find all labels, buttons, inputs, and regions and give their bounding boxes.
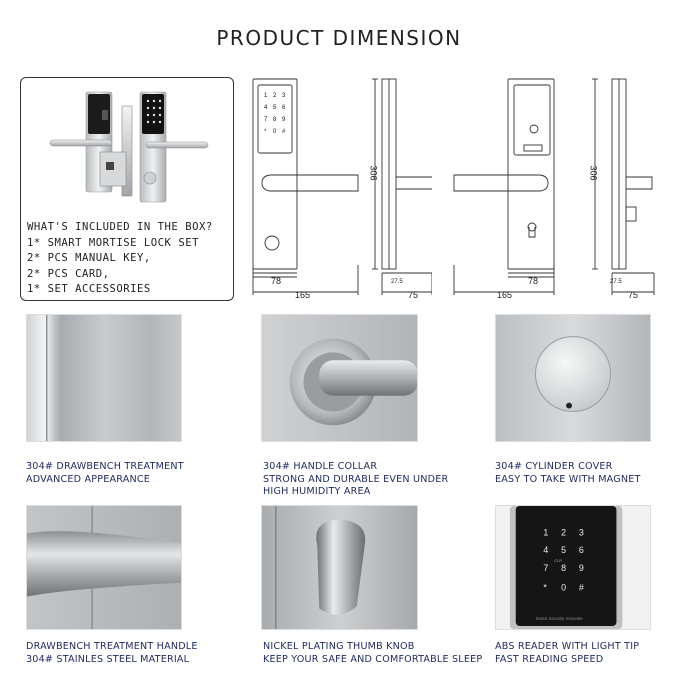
reader-key: 4	[543, 545, 549, 556]
drawbench-panel-photo	[26, 314, 182, 442]
box-line: 1* SMART MORTISE LOCK SET	[27, 236, 199, 249]
back-side-depth-label: 75	[628, 290, 639, 300]
lever-handle-photo	[26, 505, 182, 630]
box-line: 2* PCS MANUAL KEY,	[27, 252, 151, 264]
front-side-drawing	[372, 77, 432, 302]
cylinder-cover-photo	[495, 314, 651, 442]
keypad-key: *	[264, 129, 267, 135]
box-line: 2* PCS CARD,	[27, 267, 110, 280]
box-contents-list	[27, 220, 213, 298]
side-depth-label: 75	[408, 290, 419, 300]
caption-line: NICKEL PLATING THUMB KNOB	[263, 641, 415, 652]
feature-caption	[263, 641, 482, 666]
thumb-knob-photo	[261, 505, 418, 630]
caption-line: 304# STAINLES STEEL MATERIAL	[26, 653, 190, 665]
caption-line: 304# DRAWBENCH TREATMENT	[26, 461, 184, 472]
caption-line: 304# CYLINDER COVER	[495, 461, 613, 472]
keypad-key: 5	[273, 105, 277, 111]
page-title: PRODUCT DIMENSION	[216, 26, 462, 50]
keypad-key: 2	[273, 93, 277, 99]
keypad-key: 9	[282, 117, 286, 123]
feature-caption	[26, 641, 198, 666]
reader-brand-text: Smart Security Innovate	[535, 616, 583, 622]
reader-key: 9	[578, 562, 584, 573]
front-width-label: 78	[271, 276, 282, 286]
reader-key: 6	[578, 545, 584, 556]
abs-reader-photo	[495, 505, 651, 630]
caption-line: STRONG AND DURABLE EVEN UNDER	[263, 473, 449, 485]
feature-caption	[263, 461, 448, 499]
back-height-label: 306	[588, 165, 599, 181]
back-side-small-label: 27.5	[610, 279, 622, 285]
keypad-key: 0	[273, 129, 277, 135]
caption-line: 304# HANDLE COLLAR	[263, 461, 378, 472]
keypad-key: 6	[282, 105, 286, 111]
box-contents-panel	[20, 77, 234, 301]
feature-caption	[495, 461, 641, 486]
lock-set-photo	[46, 86, 211, 206]
back-view-drawing	[452, 77, 572, 302]
reader-key: #	[578, 582, 584, 593]
caption-line: KEEP YOUR SAFE AND COMFORTABLE SLEEP	[263, 653, 483, 665]
caption-line: FAST READING SPEED	[495, 653, 604, 665]
side-small-label: 27.5	[391, 279, 403, 285]
overall-width-label: 165	[295, 290, 311, 300]
box-line: WHAT'S INCLUDED IN THE BOX?	[27, 221, 213, 233]
reader-key: *	[543, 582, 547, 593]
caption-line: ABS READER WITH LIGHT TIP	[495, 641, 640, 652]
reader-clr-label: CLR	[554, 558, 563, 564]
caption-line: ADVANCED APPEARANCE	[26, 473, 151, 485]
back-side-drawing	[592, 77, 662, 302]
keypad-key: 1	[264, 93, 268, 99]
reader-key: 3	[578, 527, 584, 538]
reader-key: 0	[561, 582, 567, 593]
reader-key: 1	[543, 527, 549, 538]
feature-caption	[495, 641, 639, 666]
box-line: 1* SET ACCESSORIES	[27, 283, 151, 295]
keypad-key: 7	[264, 117, 268, 123]
caption-line: DRAWBENCH TREATMENT HANDLE	[26, 641, 198, 652]
keypad-key: 3	[282, 93, 286, 99]
caption-line: EASY TO TAKE WITH MAGNET	[495, 473, 641, 485]
keypad-key: 8	[273, 117, 277, 123]
front-view-drawing	[240, 77, 360, 302]
feature-caption	[26, 461, 184, 486]
reader-key: 8	[561, 562, 567, 573]
reader-key: 5	[561, 545, 567, 556]
handle-collar-photo	[261, 314, 418, 442]
keypad-key: 4	[264, 105, 268, 111]
reader-key: 7	[543, 562, 549, 573]
back-overall-label: 165	[497, 290, 513, 300]
reader-key: 2	[561, 527, 567, 538]
back-width-label: 78	[528, 276, 539, 286]
front-height-label: 306	[368, 165, 379, 181]
caption-line: HIGH HUMIDITY AREA	[263, 486, 371, 498]
keypad-key: #	[282, 129, 286, 135]
